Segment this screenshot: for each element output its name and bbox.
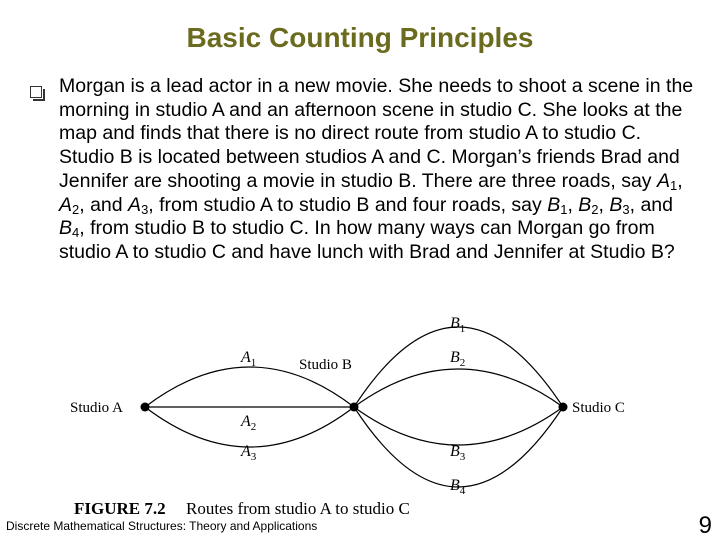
route-b3 (354, 407, 563, 445)
footer-text: Discrete Mathematical Structures: Theory and Applications (6, 519, 318, 533)
figure-caption-text: Routes from studio A to studio C (186, 499, 410, 518)
slide-title: Basic Counting Principles (186, 22, 534, 53)
label-b3: $B_3$ (450, 443, 466, 463)
checkbox-bullet-icon (30, 86, 42, 98)
label-b1: $B_1$ (450, 315, 466, 335)
route-b2 (354, 369, 563, 407)
route-a1 (145, 367, 354, 407)
label-a1: $A_1$ (241, 349, 257, 369)
figure-caption-label: FIGURE 7.2 (74, 499, 166, 518)
studio-c-label: Studio C (572, 400, 625, 416)
node-studio-c (559, 403, 568, 412)
question-text: Morgan is a lead actor in a new movie. She needs to shoot a scene in the morning in studio A and an afternoon scene in studio C. She looks at the map and finds that there is no direct route from studio A to studio C. Studio B is located between studios A and C. Morgan’s friends Brad and Jennifer are shooting a movie in studio B. There are three roads, say $A_1$, $A_2$, and $A_3$, from studio A to studio B and four roads, say $B_1$, $B_2$, $B_3$, and $B_4$, from studio B to studio C. In how many ways can Morgan go from studio A to studio C and have lunch with Brad and Jennifer at Studio B? (59, 75, 694, 263)
label-a3: $A_3$ (241, 443, 257, 463)
page-number: 9 (698, 512, 712, 539)
label-b4: $B_4$ (450, 477, 466, 497)
node-studio-b (350, 403, 359, 412)
routes-diagram (60, 310, 660, 520)
label-a2: $A_2$ (241, 413, 257, 433)
studio-b-label: Studio B (299, 357, 352, 373)
node-studio-a (141, 403, 150, 412)
route-b1 (354, 327, 563, 407)
label-b2: $B_2$ (450, 349, 466, 369)
studio-a-label: Studio A (70, 400, 123, 416)
